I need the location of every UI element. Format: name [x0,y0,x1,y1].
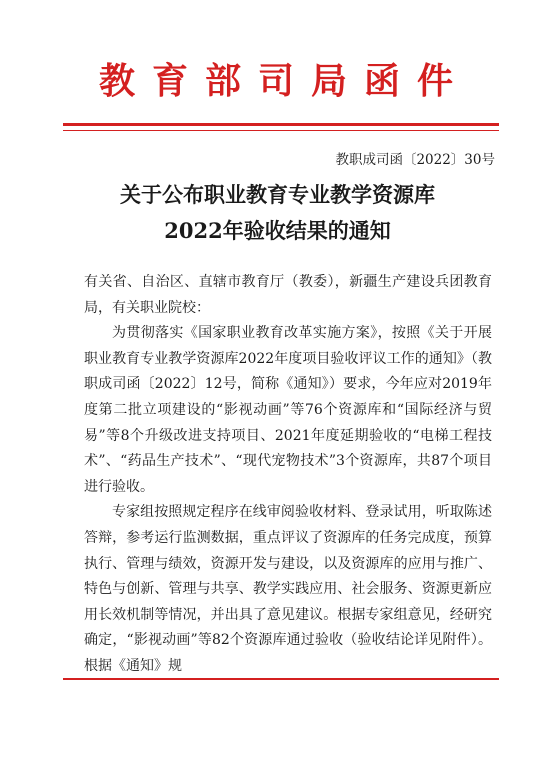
notice-title-line-1: 关于公布职业教育专业教学资源库 [120,182,435,207]
body-paragraph-2: 专家组按照规定程序在线审阅验收材料、登录试用，听取陈述答辩，参考运行监测数据，重点评议了资源库的任务完成度，预算执行、管理与绩效，资源开发与建设，以及资源库的应用与推广、特色与创新、管理与共享、教学实践应用、社会服务、资源更新应用长效机制等情况，并出具了意见建议。根据专家组意见，经研究确定，“影视动画”等82个资源库通过验收（验收结论详见附件）。根据《通知》规 [84,504,492,674]
notice-body [84,270,492,680]
body-paragraph-1: 为贯彻落实《国家职业教育改革实施方案》，按照《关于开展职业教育专业教学资源库2022年度项目验收评议工作的通知》（教职成司函〔2022〕12号，简称《通知》）要求，今年应对2019年度第二批立项建设的“影视动画”等76个资源库和“国际经济与贸易”等8个升级改进支持项目、2021年度延期验收的“电梯工程技术”、“药品生产技术”、“现代宠物技术”3个资源库，共87个项目进行验收。 [84,325,492,495]
notice-title-line-2: 2022年验收结果的通知 [164,218,391,243]
letterhead-rule-thin [63,130,499,131]
document-number: 教职成司函〔2022〕30号 [335,152,495,168]
salutation: 有关省、自治区、直辖市教育厅（教委），新疆生产建设兵团教育局，有关职业院校： [84,274,492,316]
letterhead-rule-thick [63,123,499,126]
letterhead-title: 教育部司局函件 [98,60,470,102]
footer-rule [63,678,499,680]
